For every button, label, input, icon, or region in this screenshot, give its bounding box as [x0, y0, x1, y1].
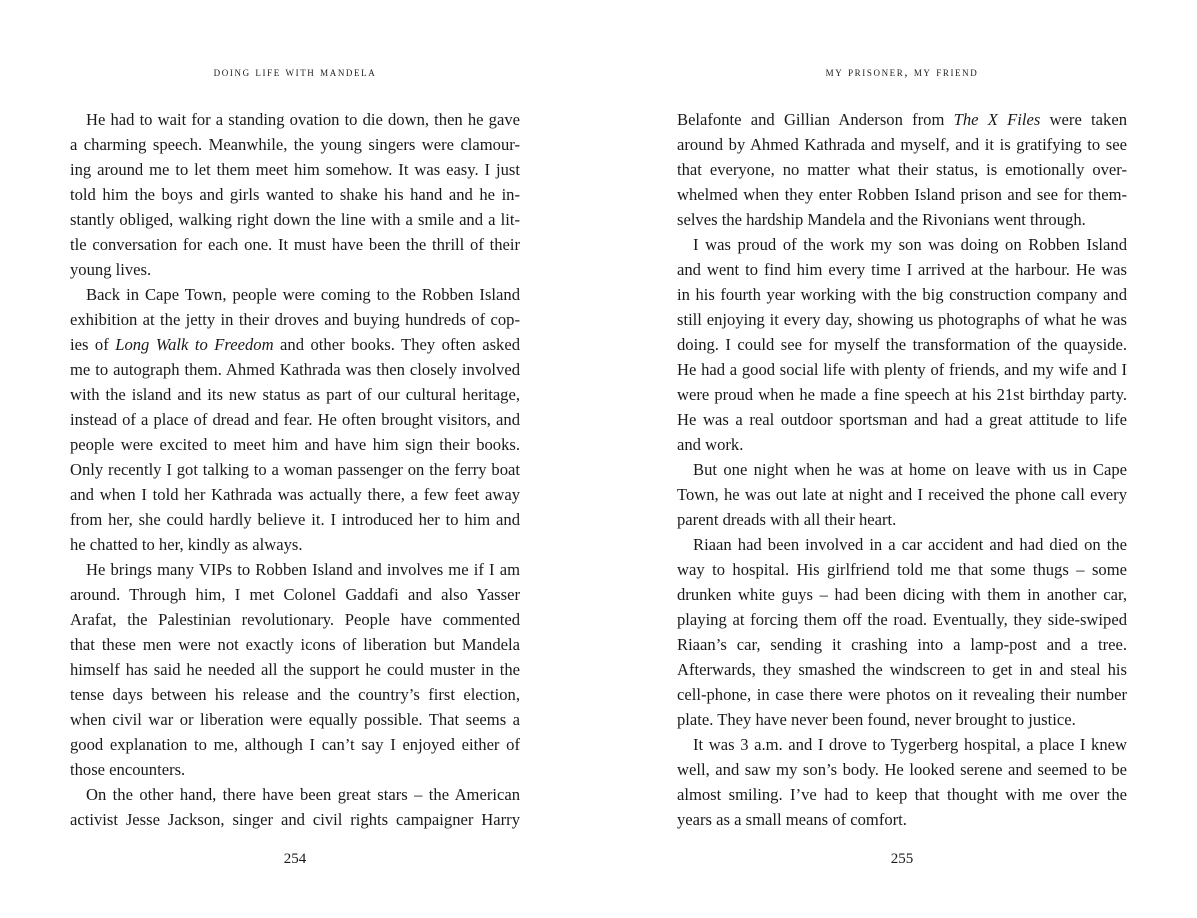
- text-line: But one night when he was at home on leave with us in Cape: [693, 460, 1127, 479]
- text-segment: were taken: [1040, 110, 1127, 129]
- text-line: selves the hardship Mandela and the Rivonians went through.: [677, 210, 1086, 229]
- page-number-left: 254: [283, 851, 307, 867]
- text-line: ing around me to let them meet him somehow. It was easy. I just: [70, 160, 520, 179]
- text-line: from her, she could hardly believe it. I introduced her to him and: [70, 510, 520, 529]
- text-line: doing. I could see for myself the transformation of the quayside.: [677, 335, 1127, 354]
- text-line: himself has said he needed all the support he could muster in the: [70, 660, 520, 679]
- text-line: Riaan’s car, sending it crashing into a lamp-post and a tree.: [677, 635, 1127, 654]
- text-segment: ies of: [70, 335, 116, 354]
- running-head-left: doing life with mandela: [213, 65, 377, 79]
- text-segment: and other books. They often asked: [273, 335, 520, 354]
- text-line: I was proud of the work my son was doing on Robben Island: [693, 235, 1127, 254]
- text-line: Riaan had been involved in a car accident and had died on the: [693, 535, 1127, 554]
- text-line: parent dreads with all their heart.: [677, 510, 897, 529]
- text-line: told him the boys and girls wanted to shake his hand and he in-: [70, 185, 520, 204]
- text-line: It was 3 a.m. and I drove to Tygerberg hospital, a place I knew: [693, 735, 1127, 754]
- text-line: activist Jesse Jackson, singer and civil rights campaigner Harry: [70, 810, 520, 829]
- text-line: stantly obliged, walking right down the line with a smile and a lit-: [70, 210, 520, 229]
- body-text-right: [677, 107, 1127, 832]
- text-segment: Belafonte and Gillian Anderson from: [677, 110, 954, 129]
- text-line: He had to wait for a standing ovation to die down, then he gave: [86, 110, 520, 129]
- text-line: tense days between his release and the country’s first election,: [70, 685, 520, 704]
- text-line: He had a good social life with plenty of friends, and my wife and I: [677, 360, 1127, 379]
- body-text-left: [70, 107, 520, 832]
- text-line: were proud when he made a fine speech at his 21st birthday party.: [677, 385, 1127, 404]
- text-line: good explanation to me, although I can’t say I enjoyed either of: [70, 735, 520, 754]
- text-line: cell-phone, in case there were photos on it revealing their number: [677, 685, 1127, 704]
- text-line: He brings many VIPs to Robben Island and involves me if I am: [86, 560, 520, 579]
- text-line: Only recently I got talking to a woman passenger on the ferry boat: [70, 460, 520, 479]
- text-line: Arafat, the Palestinian revolutionary. People have commented: [70, 610, 520, 629]
- text-line: young lives.: [70, 260, 152, 279]
- text-line: He was a real outdoor sportsman and had a great attitude to life: [677, 410, 1127, 429]
- text-line: playing at forcing them off the road. Eventually, they side-swiped: [677, 610, 1127, 629]
- running-head-right: my prisoner, my friend: [825, 65, 979, 79]
- text-line: and went to find him every time I arrived at the harbour. He was: [677, 260, 1127, 279]
- text-line: On the other hand, there have been great stars – the American: [86, 785, 520, 804]
- text-line: around by Ahmed Kathrada and myself, and it is gratifying to see: [677, 135, 1127, 154]
- text-line: and work.: [677, 435, 744, 454]
- text-line: still enjoying it every day, showing us photographs of what he was: [677, 310, 1127, 329]
- text-line: plate. They have never been found, never brought to justice.: [677, 710, 1076, 729]
- text-line: that everyone, no matter what their status, is emotionally over-: [677, 160, 1127, 179]
- text-line: [70, 332, 520, 357]
- text-line: with the island and its new status as part of our cultural heritage,: [70, 385, 520, 404]
- text-line: he chatted to her, kindly as always.: [70, 535, 303, 554]
- text-line: way to hospital. His girlfriend told me that some thugs – some: [677, 560, 1127, 579]
- text-line: years as a small means of comfort.: [677, 810, 907, 829]
- text-line: in his fourth year working with the big construction company and: [677, 285, 1127, 304]
- text-line: a charming speech. Meanwhile, the young singers were clamour-: [70, 135, 520, 154]
- text-line: Afterwards, they smashed the windscreen to get in and steal his: [677, 660, 1127, 679]
- text-line: exhibition at the jetty in their droves and buying hundreds of cop-: [70, 310, 520, 329]
- text-line: instead of a place of dread and fear. He often brought visitors, and: [70, 410, 520, 429]
- text-line: Town, he was out late at night and I received the phone call every: [677, 485, 1127, 504]
- right-page: [677, 0, 1127, 918]
- text-line: almost smiling. I’ve had to keep that thought with me over the: [677, 785, 1127, 804]
- text-line: me to autograph them. Ahmed Kathrada was then closely involved: [70, 360, 520, 379]
- text-line: that these men were not exactly icons of liberation but Mandela: [70, 635, 520, 654]
- page-number-right: 255: [890, 851, 914, 867]
- text-line: drunken white guys – had been dicing with them in another car,: [677, 585, 1127, 604]
- text-line: around. Through him, I met Colonel Gaddafi and also Yasser: [70, 585, 520, 604]
- text-line: people were excited to meet him and have him sign their books.: [70, 435, 520, 454]
- italic-title: Long Walk to Freedom: [115, 335, 274, 354]
- text-line: Back in Cape Town, people were coming to the Robben Island: [86, 285, 520, 304]
- text-line: when civil war or liberation were equally possible. That seems a: [70, 710, 520, 729]
- text-line: whelmed when they enter Robben Island prison and see for them-: [677, 185, 1127, 204]
- text-line: well, and saw my son’s body. He looked serene and seemed to be: [677, 760, 1127, 779]
- left-page: [70, 0, 520, 918]
- text-line: tle conversation for each one. It must have been the thrill of their: [70, 235, 520, 254]
- text-line: and when I told her Kathrada was actually there, a few feet away: [70, 485, 520, 504]
- text-line: those encounters.: [70, 760, 186, 779]
- italic-title: The X Files: [953, 110, 1041, 129]
- text-line: [677, 107, 1127, 132]
